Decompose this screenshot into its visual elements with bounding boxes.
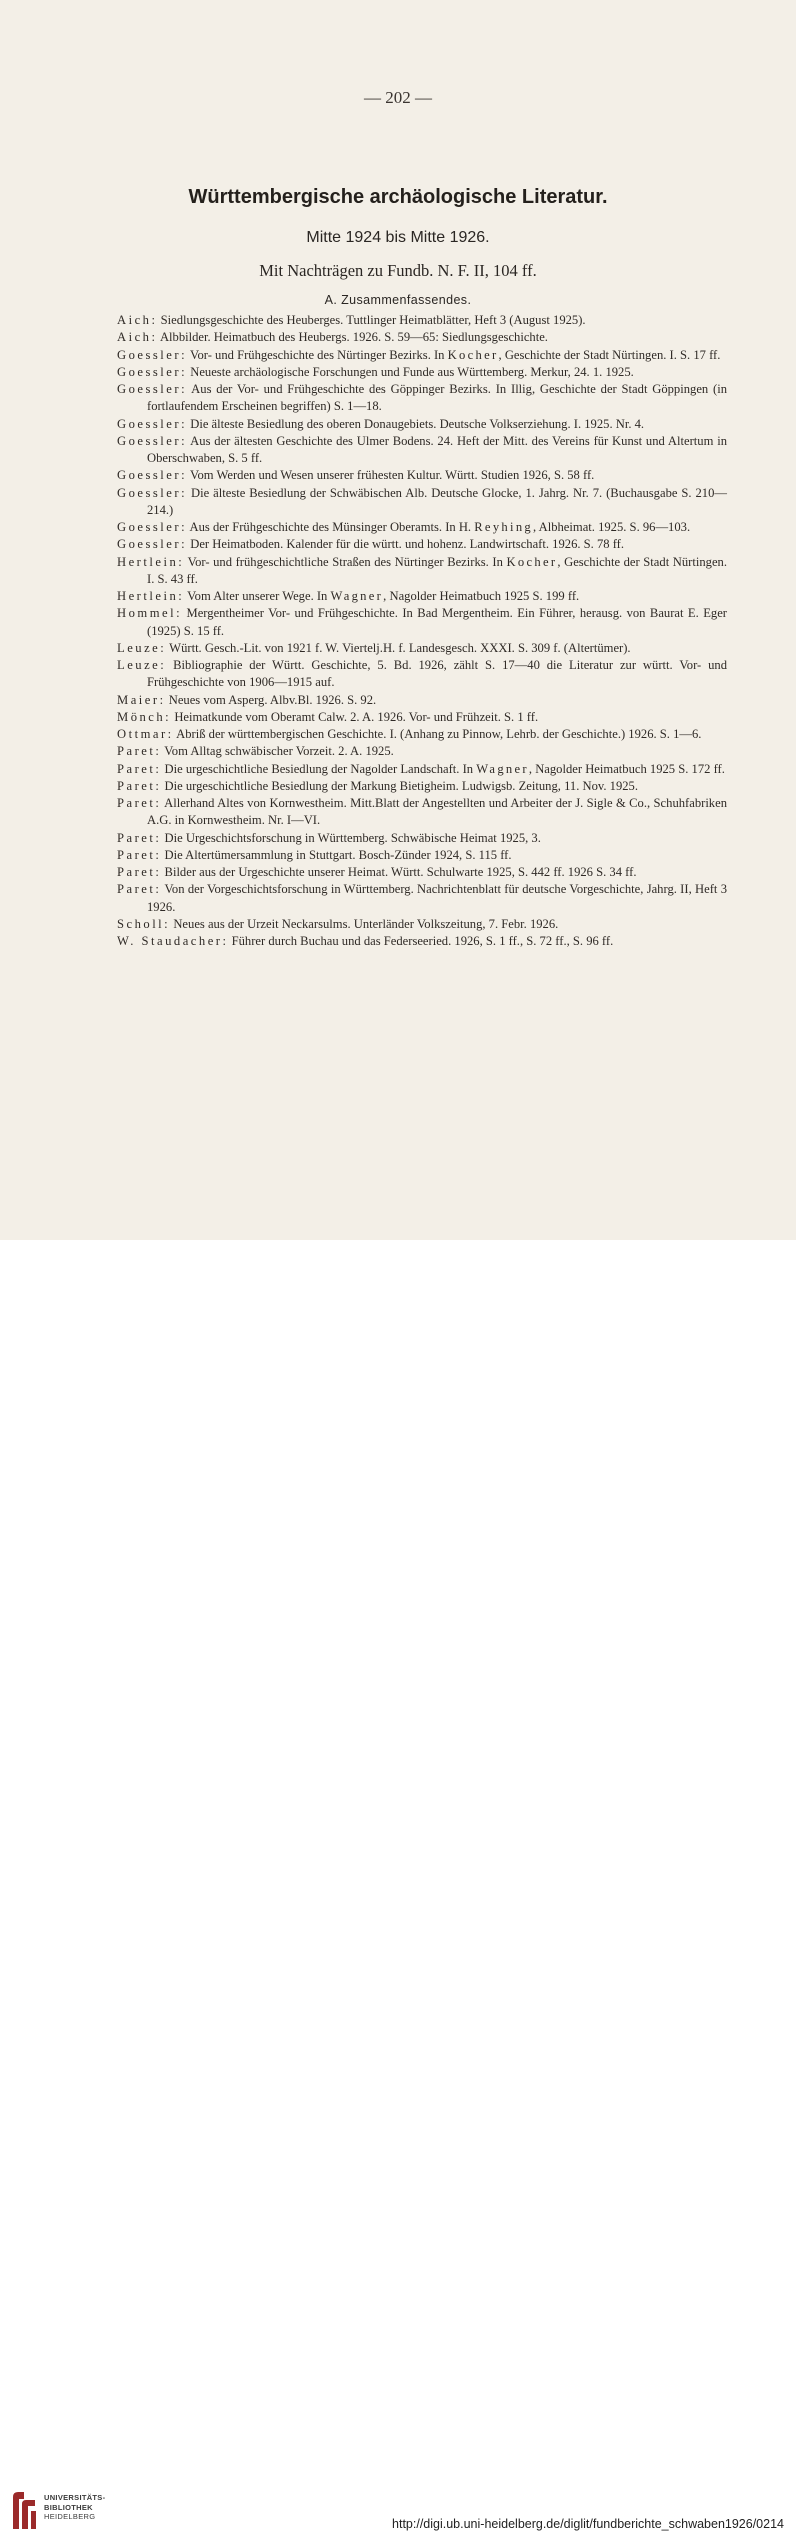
entry-author: Goessler: bbox=[117, 416, 188, 431]
entry-author: Goessler: bbox=[117, 347, 188, 362]
bibliography-entry bbox=[117, 657, 727, 692]
page-number: — 202 — bbox=[364, 88, 432, 107]
entry-text: Bilder aus der Urgeschichte unserer Heimat. Württ. Schulwarte 1925, S. 442 ff. 1926 S. 34 ff. bbox=[161, 865, 637, 879]
entry-text-continued: , Geschichte der Stadt Nürtingen. I. S. 17 ff. bbox=[498, 347, 721, 362]
entry-text: Von der Vorgeschichtsforschung in Württemberg. Nachrichtenblatt für deutsche Vorgeschichte, Jahrg. II, Heft 3 1926. bbox=[147, 882, 727, 914]
entry-author: Leuze: bbox=[117, 658, 167, 672]
entry-text: Die älteste Besiedlung des oberen Donaugebiets. Deutsche Volkserziehung. I. 1925. Nr. 4. bbox=[187, 416, 645, 431]
page-subtitle: Mitte 1924 bis Mitte 1926. bbox=[306, 229, 490, 246]
bibliography-entry bbox=[117, 864, 727, 881]
section-heading: A. Zusammenfassendes. bbox=[324, 293, 472, 307]
entry-author: Paret: bbox=[117, 830, 162, 845]
entry-text: Vom Werden und Wesen unserer frühesten Kultur. Württ. Studien 1926, S. 58 ff. bbox=[187, 468, 595, 483]
entry-author: Leuze: bbox=[117, 640, 167, 655]
entry-author: Paret: bbox=[117, 865, 162, 879]
entry-text: Die urgeschichtliche Besiedlung der Markung Bietigheim. Ludwigsb. Zeitung, 11. Nov. 1925. bbox=[161, 778, 639, 793]
entry-text-continued: , Nagolder Heimatbuch 1925 S. 199 ff. bbox=[383, 589, 580, 603]
bibliography-entry bbox=[117, 605, 727, 640]
entry-author: Goessler: bbox=[117, 468, 188, 483]
source-url-link[interactable]: http://digi.ub.uni-heidelberg.de/diglit/fundberichte_schwaben1926/0214 bbox=[392, 2517, 784, 2531]
entry-text: Württ. Gesch.-Lit. von 1921 f. W. Viertelj.H. f. Landesgesch. XXXI. S. 309 f. (Altertümer). bbox=[166, 640, 631, 655]
bibliography-entry bbox=[117, 433, 727, 468]
entry-text: Die urgeschichtliche Besiedlung der Nagolder Landschaft. In bbox=[161, 761, 477, 776]
entry-text: Die älteste Besiedlung der Schwäbischen Alb. Deutsche Glocke, 1. Jahrg. Nr. 7. (Buchausgabe S. 210—214.) bbox=[147, 485, 727, 517]
entry-author: Goessler: bbox=[117, 520, 188, 534]
bibliography-entry bbox=[117, 778, 727, 795]
entry-text: Der Heimatboden. Kalender für die württ. und hohenz. Landwirtschaft. 1926. S. 78 ff. bbox=[187, 537, 625, 552]
bibliography-entry bbox=[117, 485, 727, 520]
entry-text: Mergentheimer Vor- und Frühgeschichte. In Bad Mergentheim. Ein Führer, herausg. von Baurat E. Eger (1925) S. 15 ff. bbox=[147, 606, 727, 638]
entry-author: Paret: bbox=[117, 744, 162, 759]
entry-text: Allerhand Altes von Kornwestheim. Mitt.Blatt der Angestellten und Arbeiter der J. Sigle & Co., Schuhfabriken A.G. in Kornwestheim. Nr. I—VI. bbox=[147, 796, 727, 828]
entry-text: Neues aus der Urzeit Neckarsulms. Unterländer Volkszeitung, 7. Febr. 1926. bbox=[170, 916, 559, 931]
entry-text: Die Urgeschichtsforschung in Württemberg. Schwäbische Heimat 1925, 3. bbox=[161, 830, 541, 845]
entry-text: Vom Alltag schwäbischer Vorzeit. 2. A. 1925. bbox=[161, 744, 394, 759]
bibliography-entry bbox=[117, 692, 727, 709]
entry-text: Neueste archäologische Forschungen und Funde aus Württemberg. Merkur, 24. 1. 1925. bbox=[187, 364, 634, 379]
entry-text: Vor- und Frühgeschichte des Nürtinger Bezirks. In bbox=[187, 347, 448, 362]
entry-text: Vom Alter unserer Wege. In bbox=[184, 589, 331, 603]
entry-author: Aich: bbox=[117, 330, 158, 345]
logo-line-2: BIBLIOTHEK bbox=[44, 2502, 93, 2512]
entry-author: Goessler: bbox=[117, 433, 188, 448]
bibliography-entry bbox=[117, 312, 727, 329]
bibliography-entry bbox=[117, 761, 727, 778]
entry-editor-name: Wagner bbox=[330, 589, 384, 603]
logo-line-3: HEIDELBERG bbox=[44, 2512, 96, 2521]
entry-text-continued: , Albheimat. 1925. S. 96—103. bbox=[533, 520, 691, 534]
bibliography-entry bbox=[117, 364, 727, 381]
footer-bar bbox=[0, 1240, 796, 2531]
entry-text: Aus der ältesten Geschichte des Ulmer Bodens. 24. Heft der Mitt. des Vereins für Kunst und Altertum in Oberschwaben, S. 5 ff. bbox=[147, 433, 727, 465]
entry-author: Aich: bbox=[117, 313, 158, 327]
entry-author: Scholl: bbox=[117, 916, 171, 931]
bibliography-entry bbox=[117, 847, 727, 864]
bibliography-entry bbox=[117, 640, 727, 657]
bibliography-entry bbox=[117, 381, 727, 416]
bibliography-entry bbox=[117, 830, 727, 847]
page-subtitle-supplement: Mit Nachträgen zu Fundb. N. F. II, 104 ff. bbox=[259, 261, 537, 280]
page-title: Württembergische archäologische Literatur. bbox=[188, 186, 608, 208]
entry-author: Paret: bbox=[117, 778, 162, 793]
entry-author: Goessler: bbox=[117, 537, 188, 552]
bibliography-entry bbox=[117, 588, 727, 605]
entry-author: W. Staudacher: bbox=[117, 934, 229, 948]
entry-editor-name: Reyhing bbox=[474, 520, 534, 534]
bibliography-entry bbox=[117, 709, 727, 726]
entry-author: Paret: bbox=[117, 847, 162, 862]
entry-text: Aus der Frühgeschichte des Münsinger Oberamts. In H. bbox=[187, 520, 475, 534]
entry-author: Paret: bbox=[117, 761, 162, 776]
entry-text-continued: , Nagolder Heimatbuch 1925 S. 172 ff. bbox=[528, 761, 725, 776]
entry-text-continued: , Geschichte der Stadt Nürtingen. I. S. 43 ff. bbox=[147, 554, 727, 586]
library-logo-icon bbox=[10, 2489, 38, 2531]
entry-author: Ottmar: bbox=[117, 727, 174, 741]
entry-text: Bibliographie der Württ. Geschichte, 5. Bd. 1926, zählt S. 17—40 die Literatur zur württ. Vor- und Frühgeschichte von 1906—1915 auf. bbox=[147, 658, 727, 690]
bibliography-entry bbox=[117, 916, 727, 933]
bibliography-entry bbox=[117, 881, 727, 916]
bibliography-entry bbox=[117, 536, 727, 553]
entry-author: Hertlein: bbox=[117, 554, 185, 569]
entry-text: Führer durch Buchau und das Federseeried. 1926, S. 1 ff., S. 72 ff., S. 96 ff. bbox=[228, 934, 614, 948]
entry-text: Aus der Vor- und Frühgeschichte des Göppinger Bezirks. In Illig, Geschichte der Stadt Göppingen (in fortlaufendem Erscheinen begriffen) S. 1—18. bbox=[147, 382, 727, 414]
bibliography-entry bbox=[117, 726, 727, 743]
entry-author: Goessler: bbox=[117, 485, 188, 500]
entry-text: Siedlungsgeschichte des Heuberges. Tuttlinger Heimatblätter, Heft 3 (August 1925). bbox=[157, 313, 586, 327]
entry-author: Goessler: bbox=[117, 382, 188, 396]
entry-text: Die Altertümersammlung in Stuttgart. Bosch-Zünder 1924, S. 115 ff. bbox=[161, 847, 512, 862]
entry-text: Neues vom Asperg. Albv.Bl. 1926. S. 92. bbox=[165, 692, 377, 707]
entry-editor-name: Kocher bbox=[447, 347, 499, 362]
entry-text: Vor- und frühgeschichtliche Straßen des Nürtinger Bezirks. In bbox=[184, 554, 507, 569]
bibliography-entry bbox=[117, 933, 727, 950]
library-logo-text bbox=[44, 2493, 105, 2522]
bibliography-list bbox=[117, 312, 727, 950]
bibliography-entry bbox=[117, 467, 727, 484]
logo-line-1: UNIVERSITÄTS- bbox=[44, 2493, 106, 2502]
scanned-page bbox=[0, 0, 796, 1240]
bibliography-entry bbox=[117, 416, 727, 433]
entry-text: Heimatkunde vom Oberamt Calw. 2. A. 1926. Vor- und Frühzeit. S. 1 ff. bbox=[171, 709, 539, 724]
entry-editor-name: Wagner bbox=[476, 761, 529, 776]
entry-author: Hommel: bbox=[117, 606, 183, 621]
bibliography-entry bbox=[117, 795, 727, 830]
bibliography-entry bbox=[117, 347, 727, 364]
bibliography-entry bbox=[117, 519, 727, 536]
bibliography-entry bbox=[117, 554, 727, 589]
entry-author: Paret: bbox=[117, 796, 162, 810]
entry-author: Mönch: bbox=[117, 709, 172, 724]
entry-author: Hertlein: bbox=[117, 589, 185, 603]
bibliography-entry bbox=[117, 329, 727, 346]
entry-text: Abriß der württembergischen Geschichte. I. (Anhang zu Pinnow, Lehrb. der Geschichte.) 1926. S. 1—6. bbox=[173, 727, 702, 741]
entry-text: Albbilder. Heimatbuch des Heubergs. 1926. S. 59—65: Siedlungsgeschichte. bbox=[157, 330, 548, 345]
entry-author: Maier: bbox=[117, 692, 166, 707]
entry-author: Goessler: bbox=[117, 364, 188, 379]
entry-author: Paret: bbox=[117, 882, 162, 897]
entry-editor-name: Kocher bbox=[506, 554, 558, 569]
bibliography-entry bbox=[117, 743, 727, 760]
